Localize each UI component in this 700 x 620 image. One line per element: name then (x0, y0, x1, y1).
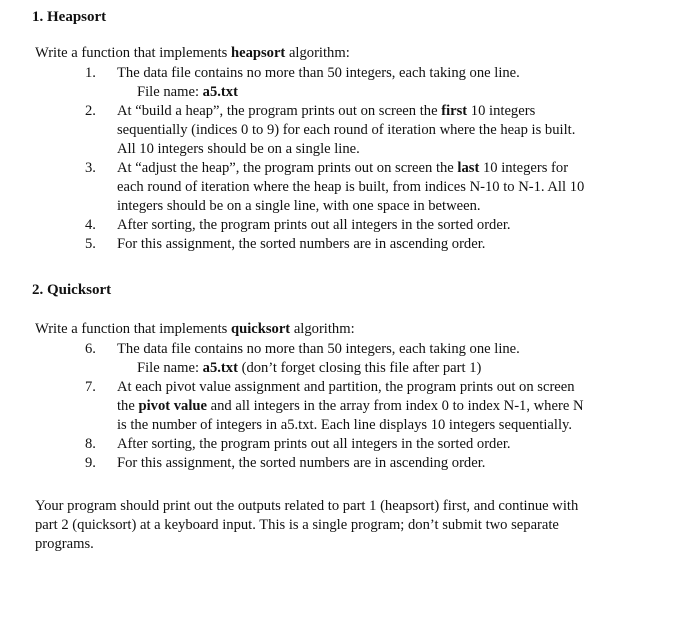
file-name-line: File name: a5.txt (don’t forget closing this file after part 1) (137, 360, 482, 376)
list-item: 5. For this assignment, the sorted numbers are in ascending order. (85, 236, 486, 252)
closing-paragraph: Your program should print out the outputs related to part 1 (heapsort) first, and continue with part 2 (quicksort) at a keyboard input. This is a single program; don’t submit two separate programs. (35, 498, 579, 552)
list-item: 1. The data file contains no more than 50 integers, each taking one line. File name: a5.txt (0, 64, 677, 102)
quicksort-heading: 2. Quicksort (32, 282, 112, 298)
list-item-number: 2. (85, 103, 96, 119)
quicksort-intro: Write a function that implements quicksort algorithm: (35, 321, 355, 337)
list-item-number: 8. (85, 436, 96, 452)
quicksort-keyword: quicksort (230, 321, 291, 337)
quicksort-requirements-list (0, 340, 700, 473)
list-item-number: 7. (85, 379, 96, 395)
list-item: 6. The data file contains no more than 50 integers, each taking one line. File name: a5.txt (don’t forget closing this file after part 1) (0, 340, 677, 378)
list-item-number: 5. (85, 236, 96, 252)
list-item-number: 1. (85, 65, 96, 81)
heapsort-requirements-list (0, 64, 700, 254)
list-item: 3. At “adjust the heap”, the program prints out on screen the last 10 integers for each round of iteration where the heap is built, from indices N-10 to N-1. All 10 integers should be on a single line, with one space in between. (85, 160, 585, 214)
list-item: 7. At each pivot value assignment and partition, the program prints out on screen the pivot value and all integers in the array from index 0 to index N-1, where N is the number of integers in a5.txt. Each line displays 10 integers sequentially. (85, 379, 584, 433)
heapsort-heading: 1. Heapsort (32, 9, 107, 25)
list-item-number: 9. (85, 455, 96, 471)
list-item: 4. After sorting, the program prints out all integers in the sorted order. (85, 217, 511, 233)
list-item-number: 3. (85, 160, 96, 176)
heapsort-keyword: heapsort (230, 45, 286, 61)
list-item-number: 4. (85, 217, 96, 233)
list-item: 9. For this assignment, the sorted numbers are in ascending order. (85, 455, 486, 471)
heapsort-intro: Write a function that implements heapsort algorithm: (35, 45, 350, 61)
list-item-number: 6. (85, 341, 96, 357)
list-item: 2. At “build a heap”, the program prints out on screen the first 10 integers sequentially (indices 0 to 9) for each round of iteration where the heap is built. All 10 integers should be on a single line. (85, 103, 576, 157)
list-item: 8. After sorting, the program prints out all integers in the sorted order. (85, 436, 511, 452)
file-name-line: File name: a5.txt (137, 84, 238, 100)
